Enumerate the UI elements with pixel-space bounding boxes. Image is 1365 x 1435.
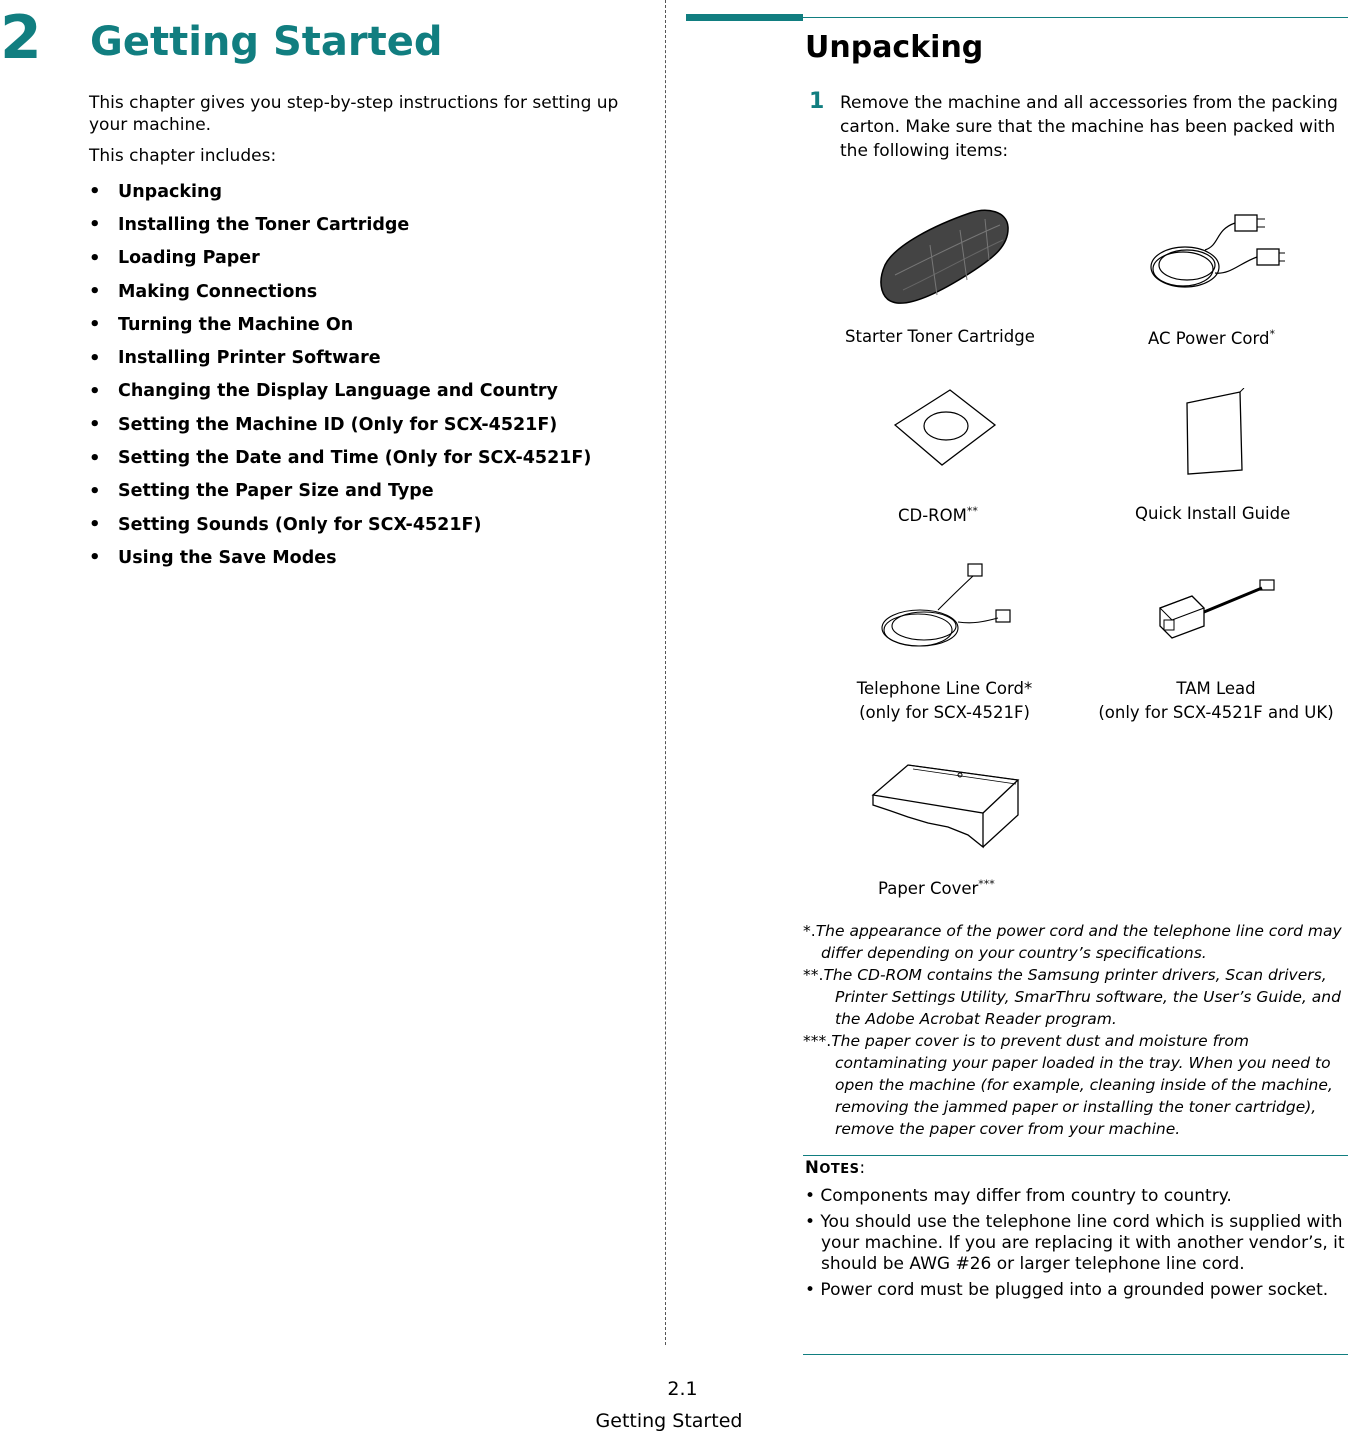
toc-item-label: Setting the Date and Time (Only for SCX-4521F) [118,448,592,469]
page-number: 2.1 [667,1378,698,1400]
bullet-icon: • [89,547,101,569]
toc-item[interactable] [89,475,649,508]
telephone-line-cord-label [852,677,1037,725]
note-item: • You should use the telephone line cord which is supplied with your machine. If you are replacing it with another vendor’s, it should be AWG #26 or larger telephone line cord. [805,1212,1345,1274]
bullet-icon: • [89,414,101,436]
tam-lead-label [1096,677,1336,725]
toc-item-label: Installing the Toner Cartridge [118,214,410,235]
footnote: **.The CD-ROM contains the Samsung printer drivers, Scan drivers, Printer Settings Utility, SmarThru software, the User’s Guide, and the Adobe Acrobat Reader program. [803,966,1341,1028]
cd-rom-image [890,385,1000,470]
toc-item[interactable] [89,375,649,408]
toc-item[interactable] [89,341,649,374]
chapter-includes-label: This chapter includes: [89,146,277,166]
tam-lead-title: TAM Lead [1176,679,1256,698]
telephone-line-cord-note: (only for SCX-4521F) [859,703,1030,722]
bullet-icon: • [89,214,101,236]
bullet-icon: • [89,480,101,502]
section-rule-accent [686,14,803,21]
telephone-line-cord-title: Telephone Line Cord* [856,679,1033,698]
toc-item-label: Installing Printer Software [118,348,381,369]
tam-lead-image [1152,572,1277,640]
paper-cover-image [868,755,1028,855]
toner-cartridge-label: Starter Toner Cartridge [845,327,1035,346]
footer-title: Getting Started [595,1410,743,1432]
toc-item-label: Turning the Machine On [118,314,354,335]
bullet-icon: • [89,380,101,402]
chapter-title: Getting Started [90,19,443,65]
toc-item-label: Changing the Display Language and Country [118,381,558,402]
toc-item[interactable] [89,175,649,208]
bullet-icon: • [89,281,101,303]
chapter-intro: This chapter gives you step-by-step instructions for setting up your machine. [89,93,619,135]
toc-item[interactable] [89,408,649,441]
bullet-icon: • [89,347,101,369]
step-number: 1 [809,89,825,114]
notes-top-rule [803,1155,1348,1156]
bullet-icon: • [89,447,101,469]
quick-install-guide-label: Quick Install Guide [1135,504,1291,523]
section-rule [803,17,1348,18]
cd-rom-label: CD-ROM** [898,504,978,525]
footnote: *.The appearance of the power cord and the telephone line cord may differ depending on your country’s specifications. [803,922,1342,962]
notes-heading: NOTES: [805,1158,866,1177]
toc-item[interactable] [89,441,649,474]
chapter-number: 2 [0,3,42,73]
telephone-line-cord-image [878,560,1013,655]
column-divider [665,0,666,1345]
toc-item-label: Setting the Paper Size and Type [118,481,434,502]
footnote: ***.The paper cover is to prevent dust and moisture from contaminating your paper loaded in the tray. When you need to open the machine (for example, cleaning inside of the machine, removing the jammed paper or installing the toner cartridge), remove the paper cover from your machine. [803,1032,1333,1138]
power-cord-image [1145,205,1285,300]
toc-item[interactable] [89,508,649,541]
power-cord-label: AC Power Cord* [1148,327,1275,348]
toc-item-label: Setting the Machine ID (Only for SCX-4521F) [118,414,558,435]
bullet-icon: • [89,514,101,536]
toc-item[interactable] [89,242,649,275]
notes-list [805,1186,1345,1306]
toc-item-label: Making Connections [118,281,318,302]
footnotes [803,920,1353,1140]
bullet-icon: • [89,247,101,269]
note-item: • Components may differ from country to country. [805,1186,1232,1206]
toc-item-label: Unpacking [118,181,223,202]
toc-item[interactable] [89,275,649,308]
notes-bottom-rule [803,1354,1348,1355]
section-title: Unpacking [805,30,984,65]
tam-lead-note: (only for SCX-4521F and UK) [1098,703,1334,722]
bullet-icon: • [89,181,101,203]
bullet-icon: • [89,314,101,336]
toc-item-label: Loading Paper [118,248,260,269]
chapter-contents-list [89,175,649,575]
paper-cover-label: Paper Cover*** [878,877,995,898]
toner-cartridge-image [875,205,1015,310]
toc-item[interactable] [89,208,649,241]
toc-item-label: Using the Save Modes [118,547,337,568]
quick-install-guide-image [1182,388,1250,478]
toc-item-label: Setting Sounds (Only for SCX-4521F) [118,514,482,535]
toc-item[interactable] [89,308,649,341]
toc-item[interactable] [89,541,649,574]
step-text: Remove the machine and all accessories from the packing carton. Make sure that the machine has been packed with the following items: [840,93,1338,161]
note-item: • Power cord must be plugged into a grounded power socket. [805,1280,1329,1300]
